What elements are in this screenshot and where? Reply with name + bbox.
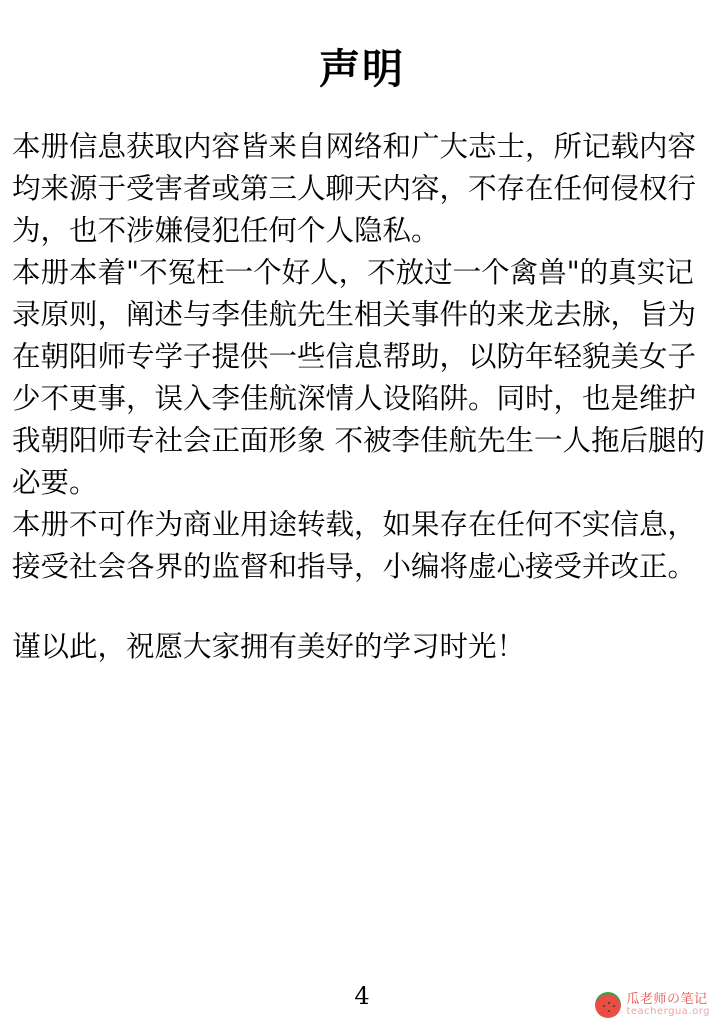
paragraph-1: 本册信息获取内容皆来自网络和广大志士，所记载内容均来源于受害者或第三人聊天内容，不存在任何侵权行为，也不涉嫌侵犯任何个人隐私。 (12, 130, 697, 247)
watermark (595, 992, 710, 1018)
page-number: 4 (354, 982, 370, 1010)
watermark-site: teachergua.org (626, 1005, 710, 1017)
paragraph-4: 谨以此，祝愿大家拥有美好的学习时光！ (12, 630, 526, 663)
page-title: 声明 (319, 45, 405, 94)
paragraph-3: 本册不可作为商业用途转载，如果存在任何不实信息，接受社会各界的监督和指导，小编将虚心接受并改正。 (12, 508, 697, 583)
document-body (12, 126, 712, 668)
watermelon-icon (595, 992, 621, 1018)
paragraph-2: 本册本着"不冤枉一个好人，不放过一个禽兽"的真实记录原则，阐述与李佳航先生相关事件的来龙去脉，旨为在朝阳师专学子提供一些信息帮助，以防年轻貌美女子少不更事，误入李佳航深情人设陷阱。同时，也是维护我朝阳师专社会正面形象 不被李佳航先生一人拖后腿的必要。 (12, 256, 706, 499)
watermark-texts (626, 993, 710, 1017)
watermark-brand: 瓜老师の笔记 (626, 991, 708, 1007)
